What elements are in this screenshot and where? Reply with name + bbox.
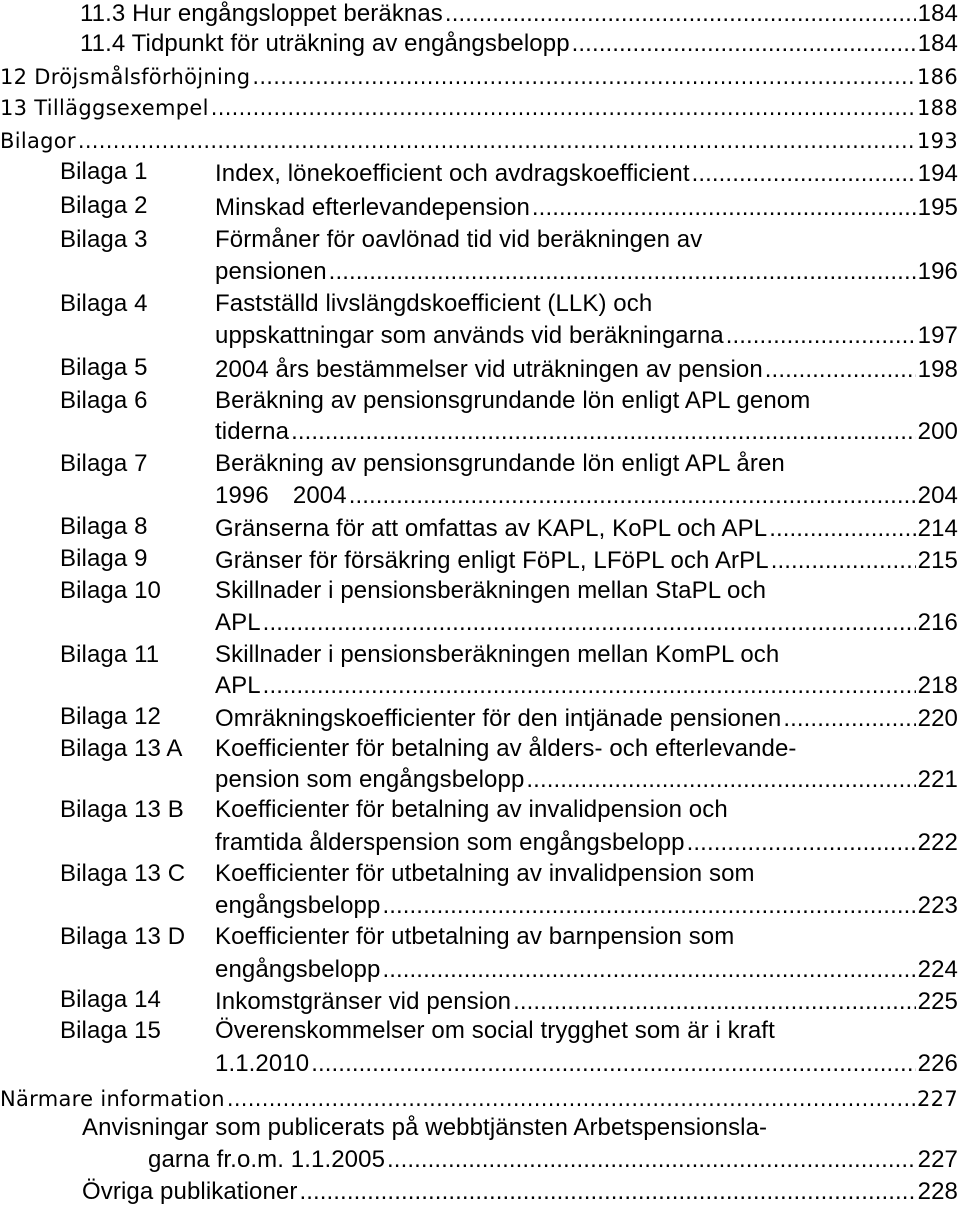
toc-entry[interactable] (215, 954, 958, 984)
dot-leader (252, 65, 915, 89)
toc-entry-title: uppskattningar som används vid beräkningarna (215, 322, 724, 349)
toc-entry-title: engångsbelopp (215, 892, 381, 919)
toc-entry-title: framtida ålderspension som engångsbelopp (215, 829, 685, 856)
appendix-label: Bilaga 13 A (60, 735, 183, 762)
toc-entry[interactable] (215, 513, 958, 543)
toc-entry-page: 225 (917, 988, 958, 1015)
toc-entry[interactable] (80, 0, 958, 28)
toc-entry-title-line1: Förmåner för oavlönad tid vid beräkningen av (215, 226, 703, 253)
toc-entry-title-line1: Skillnader i pensionsberäkningen mellan KomPL och (215, 641, 780, 668)
appendix-label: Bilaga 15 (60, 1017, 161, 1044)
toc-entry-title-line1: Skillnader i pensionsberäkningen mellan StaPL och (215, 577, 767, 604)
dot-leader (526, 766, 915, 794)
dot-leader (382, 956, 915, 984)
appendix-label: Bilaga 9 (60, 545, 148, 572)
appendix-label: Bilaga 3 (60, 226, 148, 253)
toc-entry-title: Index, lönekoefficient och avdragskoefficient (215, 160, 690, 187)
appendix-label: Bilaga 10 (60, 577, 161, 604)
dot-leader (769, 515, 915, 543)
dot-leader (572, 30, 916, 58)
toc-entry-title: 11.4 Tidpunkt för uträkning av engångsbelopp (80, 30, 570, 57)
toc-entry-page: 227 (917, 1087, 958, 1111)
appendix-label: Bilaga 1 (60, 158, 148, 185)
dot-leader (311, 1050, 915, 1078)
toc-entry-page: 223 (917, 892, 958, 919)
toc-entry[interactable] (215, 764, 958, 794)
appendix-label: Bilaga 7 (60, 450, 148, 477)
dot-leader (263, 609, 916, 637)
appendix-label: Bilaga 4 (60, 290, 148, 317)
toc-entry[interactable] (215, 670, 958, 700)
toc-entry[interactable] (215, 320, 958, 350)
appendix-label: Bilaga 14 (60, 986, 161, 1013)
appendix-label: Bilaga 5 (60, 354, 148, 381)
dot-leader (783, 705, 915, 733)
dot-leader (765, 356, 916, 384)
dot-leader (445, 0, 916, 28)
dot-leader (291, 418, 916, 446)
toc-entry-page: 195 (917, 194, 958, 221)
toc-entry-title: 1996 2004 (215, 482, 347, 509)
toc-entry-title: pension som engångsbelopp (215, 766, 525, 793)
toc-entry-title-line1: Anvisningar som publicerats på webbtjänsten Arbetspensionsla- (82, 1114, 768, 1141)
appendix-label: Bilaga 13 C (60, 860, 186, 887)
toc-entry[interactable] (215, 1048, 958, 1078)
toc-entry[interactable] (215, 158, 958, 188)
toc-entry[interactable] (0, 1083, 958, 1111)
toc-entry-page: 224 (917, 956, 958, 983)
toc-entry-page: 215 (917, 547, 958, 574)
toc-entry[interactable] (215, 354, 958, 384)
toc-entry[interactable] (0, 125, 958, 153)
toc-entry-title: 2004 års bestämmelser vid uträkningen av pension (215, 356, 763, 383)
dot-leader (299, 1178, 915, 1206)
toc-entry[interactable] (215, 416, 958, 446)
toc-entry-page: 193 (917, 129, 958, 153)
appendix-label: Bilaga 13 B (60, 796, 184, 823)
toc-entry[interactable] (215, 986, 958, 1016)
dot-leader (263, 672, 916, 700)
toc-entry-page: 194 (917, 160, 958, 187)
toc-entry-page: 227 (917, 1146, 958, 1173)
toc-entry-title: Gränser för försäkring enligt FöPL, LFöPL och ArPL (215, 547, 769, 574)
toc-entry-title: 12 Dröjsmålsförhöjning (0, 65, 251, 89)
toc-entry-page: 184 (917, 0, 958, 27)
toc-entry-page: 216 (917, 609, 958, 636)
toc-entry-title: Gränserna för att omfattas av KAPL, KoPL och APL (215, 515, 768, 542)
toc-entry-title-line1: Överenskommelser om social trygghet som är i kraft (215, 1017, 775, 1044)
toc-entry[interactable] (215, 256, 958, 286)
toc-entry-page: 228 (917, 1178, 958, 1205)
dot-leader (692, 160, 916, 188)
toc-entry-title: 1.1.2010 (215, 1050, 310, 1077)
toc-entry-page: 184 (917, 30, 958, 57)
toc-entry-title: Bilagor (0, 129, 76, 153)
toc-entry-page: 222 (917, 829, 958, 856)
toc-entry-page: 204 (917, 482, 958, 509)
toc-entry-page: 226 (917, 1050, 958, 1077)
dot-leader (78, 129, 915, 153)
toc-entry-title: APL (215, 609, 261, 636)
appendix-label: Bilaga 13 D (60, 923, 186, 950)
toc-entry[interactable] (215, 192, 958, 222)
appendix-label: Bilaga 6 (60, 387, 148, 414)
toc-entry[interactable] (80, 30, 958, 58)
toc-entry-page: 198 (917, 356, 958, 383)
toc-entry-title-line1: Koefficienter för betalning av ålders- och efterlevande- (215, 735, 797, 762)
dot-leader (382, 892, 915, 920)
dot-leader (227, 1087, 915, 1111)
toc-entry-title: Övriga publikationer (82, 1178, 298, 1205)
toc-entry[interactable] (0, 61, 958, 89)
toc-entry[interactable] (215, 607, 958, 637)
toc-entry-page: 221 (917, 766, 958, 793)
toc-entry-page: 214 (917, 515, 958, 542)
toc-entry-title-line1: Koefficienter för utbetalning av invalidpension som (215, 860, 755, 887)
toc-entry[interactable] (215, 480, 958, 510)
dot-leader (211, 96, 915, 120)
toc-entry-title: engångsbelopp (215, 956, 381, 983)
toc-entry-page: 220 (917, 705, 958, 732)
toc-entry[interactable] (82, 1176, 958, 1206)
toc-entry-title: Inkomstgränser vid pension (215, 988, 512, 1015)
toc-entry-title-line1: Beräkning av pensionsgrundande lön enligt APL genom (215, 387, 811, 414)
toc-entry[interactable] (215, 545, 958, 575)
toc-entry-title: APL (215, 672, 261, 699)
dot-leader (329, 258, 916, 286)
dot-leader (349, 482, 916, 510)
appendix-label: Bilaga 8 (60, 513, 148, 540)
toc-entry-title: tiderna (215, 418, 290, 445)
toc-entry-page: 197 (917, 322, 958, 349)
toc-entry[interactable] (0, 92, 958, 120)
toc-entry-title: garna fr.o.m. 1.1.2005 (148, 1146, 386, 1173)
appendix-label: Bilaga 11 (60, 641, 160, 668)
dot-leader (513, 988, 916, 1016)
dot-leader (532, 194, 916, 222)
dot-leader (687, 829, 916, 857)
toc-entry-title: 11.3 Hur engångsloppet beräknas (80, 0, 443, 27)
toc-entry-page: 186 (917, 65, 958, 89)
toc-entry-title: 13 Tilläggsexempel (0, 96, 209, 120)
toc-entry-title-line1: Beräkning av pensionsgrundande lön enligt APL åren (215, 450, 785, 477)
toc-entry-title-line1: Koefficienter för utbetalning av barnpension som (215, 923, 735, 950)
toc-entry-title: pensionen (215, 258, 327, 285)
dot-leader (726, 322, 916, 350)
appendix-label: Bilaga 2 (60, 192, 148, 219)
dot-leader (771, 547, 916, 575)
toc-entry-title-line1: Fastställd livslängdskoefficient (LLK) och (215, 290, 653, 317)
toc-entry-title: Minskad efterlevandepension (215, 194, 530, 221)
toc-entry-page: 196 (917, 258, 958, 285)
toc-entry-title: Närmare information (0, 1087, 225, 1111)
toc-entry[interactable] (148, 1144, 958, 1174)
toc-entry[interactable] (215, 890, 958, 920)
toc-entry-title-line1: Koefficienter för betalning av invalidpension och (215, 796, 728, 823)
toc-entry[interactable] (215, 827, 958, 857)
toc-entry-page: 188 (917, 96, 958, 120)
toc-entry-page: 218 (917, 672, 958, 699)
toc-entry-title: Omräkningskoefficienter för den intjänade pensionen (215, 705, 782, 732)
toc-entry[interactable] (215, 703, 958, 733)
toc-entry-page: 200 (917, 418, 958, 445)
dot-leader (387, 1146, 916, 1174)
appendix-label: Bilaga 12 (60, 703, 161, 730)
